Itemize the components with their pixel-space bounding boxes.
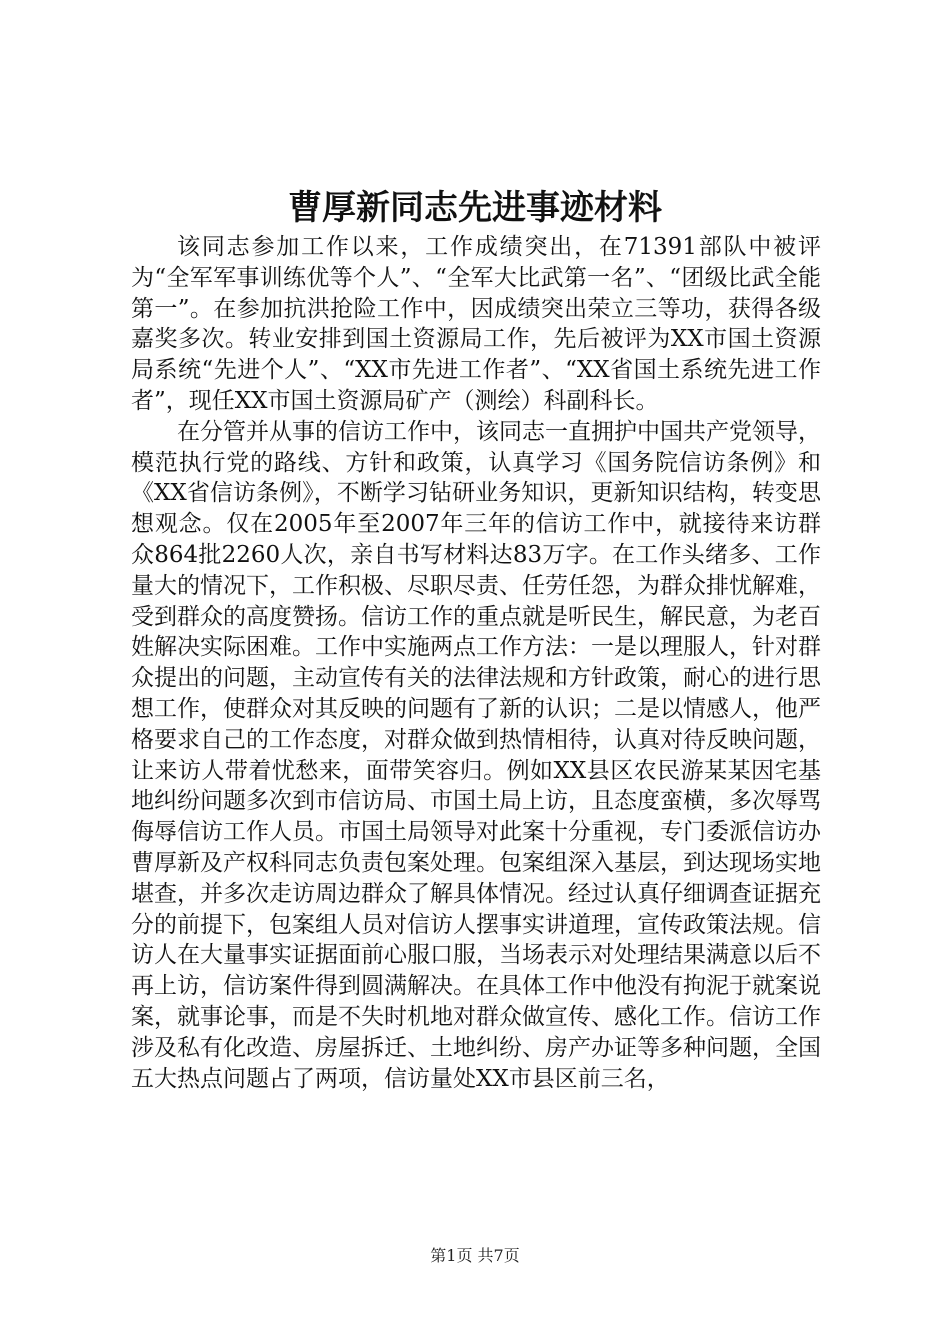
document-title: 曹厚新同志先进事迹材料 [288,188,662,228]
page-number-footer: 第1页 共7页 [430,1246,520,1265]
paragraph-1: 该同志参加工作以来，工作成绩突出，在71391部队中被评为“全军军事训练优等个人”、“全军大比武第一名”、“团级比武全能第一”。在参加抗洪抢险工作中，因成绩突出荣立三等功，获得各级嘉奖多次。转业安排到国土资源局工作，先后被评为XX市国土资源局系统“先进个人”、“XX市先进工作者”、“XX省国土系统先进工作者”，现任XX市国土资源局矿产（测绘）科副科长。 [131,234,821,414]
paragraph-2: 在分管并从事的信访工作中，该同志一直拥护中国共产党领导，模范执行党的路线、方针和政策，认真学习《国务院信访条例》和《XX省信访条例》，不断学习钻研业务知识，更新知识结构，转变思想观念。仅在2005年至2007年三年的信访工作中，就接待来访群众864批2260人次，亲自书写材料达83万字。在工作头绪多、工作量大的情况下，工作积极、尽职尽责、任劳任怨，为群众排忧解难，受到群众的高度赞扬。信访工作的重点就是听民生，解民意，为老百姓解决实际困难。工作中实施两点工作方法：一是以理服人，针对群众提出的问题，主动宣传有关的法律法规和方针政策，耐心的进行思想工作，使群众对其反映的问题有了新的认识；二是以情感人，他严格要求自己的工作态度，对群众做到热情相待，认真对待反映问题，让来访人带着忧愁来，面带笑容归。例如XX县区农民游某某因宅基地纠纷问题多次到市信访局、市国土局上访，且态度蛮横，多次辱骂侮辱信访工作人员。市国土局领导对此案十分重视，专门委派信访办曹厚新及产权科同志负责包案处理。包案组深入基层，到达现场实地堪查，并多次走访周边群众了解具体情况。经过认真仔细调查证据充分的前提下，包案组人员对信访人摆事实讲道理，宣传政策法规。信访人在大量事实证据面前心服口服，当场表示对处理结果满意以后不再上访，信访案件得到圆满解决。在具体工作中他没有拘泥于就案说案，就事论事，而是不失时机地对群众做宣传、感化工作。信访工作涉及私有化改造、房屋拆迁、土地纠纷、房产办证等多种问题，全国五大热点问题占了两项，信访量处XX市县区前三名， [131,418,821,1092]
document-body [131,232,821,1094]
